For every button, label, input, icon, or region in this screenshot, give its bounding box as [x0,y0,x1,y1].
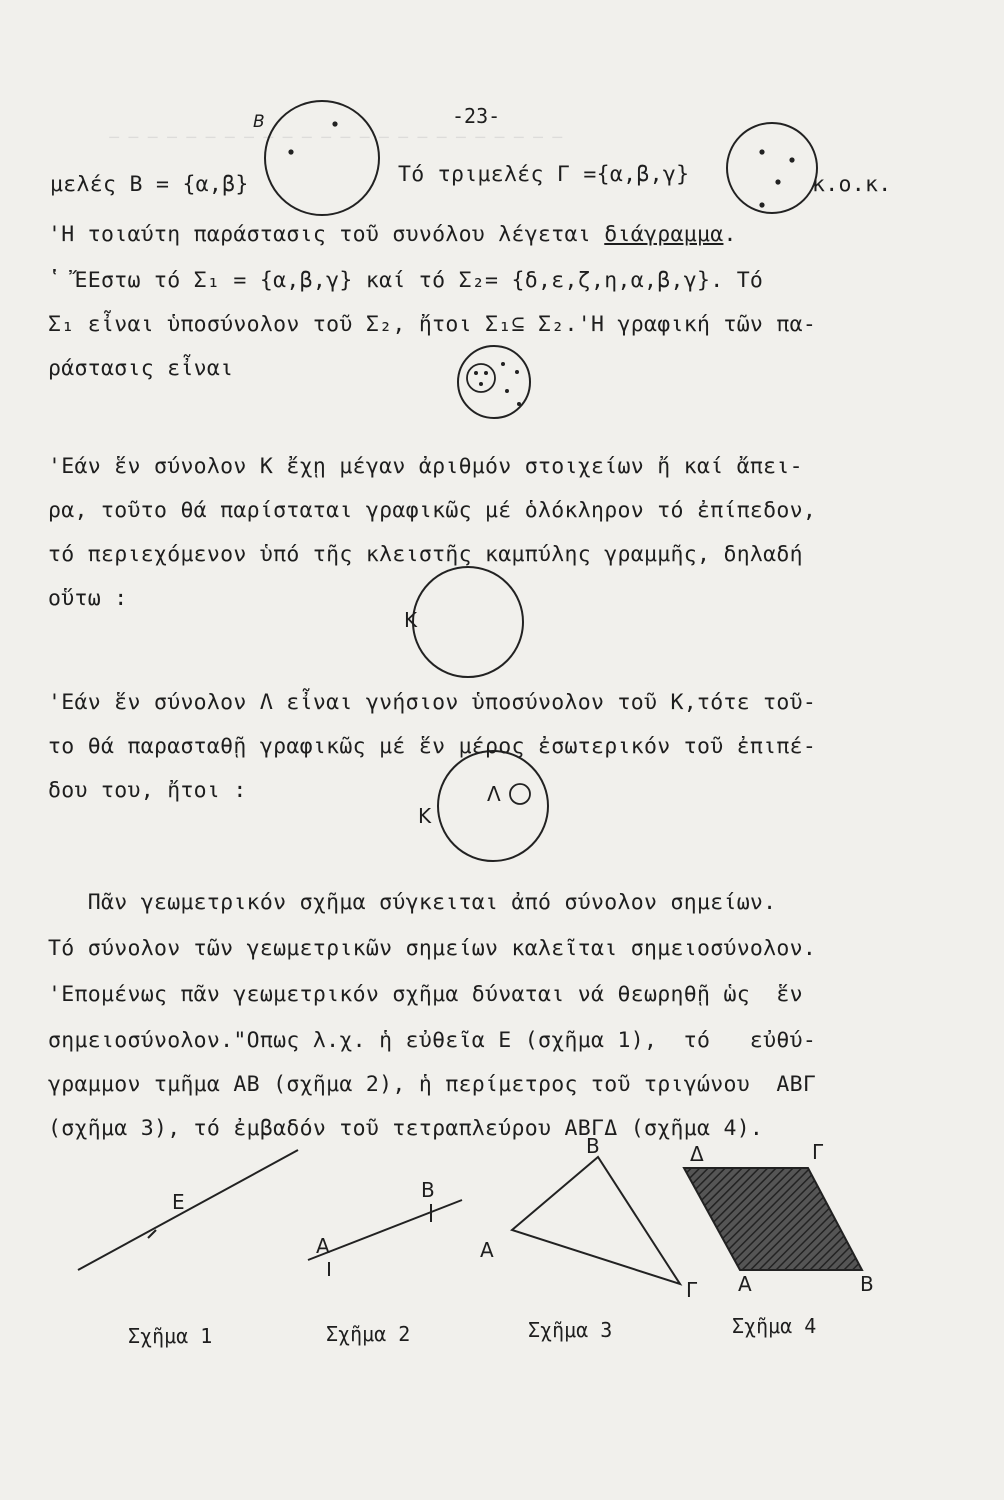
label-set-k2: Κ [418,804,432,828]
element-dot [517,402,521,406]
label-a-fig3: Α [480,1238,494,1262]
set-b-circle [265,101,379,215]
set-lambda-circle [510,784,530,804]
caption-figure-3: Σχῆμα 3 [528,1318,613,1342]
label-set-lambda: Λ [487,782,501,806]
page-number: -23- [452,104,501,128]
element-dot [759,202,764,207]
text-line-9: οὕτω : [48,586,128,611]
set-sigma1-circle [467,364,495,392]
text-line-5: ράστασις εἶναι [48,356,234,381]
label-b-fig4: Β [860,1272,874,1296]
text-line-2-post: . [723,222,737,247]
label-a-fig2: Α [316,1234,330,1258]
text-line-6: 'Εάν ἕν σύνολον Κ ἔχῃ μέγαν ἀριθμόν στοιχείων ἤ καί ἄπει- [48,454,803,479]
label-g-fig4: Γ [812,1140,824,1164]
term-diagram: διάγραμμα [604,222,724,247]
text-line-14: Τό σύνολον τῶν γεωμετρικῶν σημείων καλεῖται σημειοσύνολον. [48,936,817,961]
element-dot [789,157,794,162]
caption-figure-4: Σχῆμα 4 [732,1314,817,1338]
text-line-12: δου του, ἤτοι : [48,778,247,803]
text-line-4: Σ₁ εἶναι ὑποσύνολον τοῦ Σ₂, ἤτοι Σ₁⊆ Σ₂.'Η γραφική τῶν πα- [48,312,817,337]
caption-figure-1: Σχῆμα 1 [128,1324,213,1348]
label-g-fig3: Γ [686,1278,698,1302]
text-line-8: τό περιεχόμενον ὑπό τῆς κλειστῆς καμπύλης γραμμῆς, δηλαδή [48,542,803,567]
line-e [78,1150,298,1270]
element-dot [505,389,509,393]
label-d-fig4: Δ [690,1142,704,1166]
text-line-1a: μελές Β = {α,β} [50,172,249,197]
element-dot [474,371,478,375]
element-dot [484,371,488,375]
element-dot [759,149,764,154]
set-k-circle [413,567,523,677]
label-set-k: Κ [404,608,418,632]
text-line-2-pre: 'Η τοιαύτη παράστασις τοῦ συνόλου λέγεται [48,222,605,247]
quadrilateral-abgd [684,1168,862,1270]
text-line-2 [48,222,737,247]
label-a-fig4: Α [738,1272,752,1296]
text-line-7: ρα, τοῦτο θά παρίσταται γραφικῶς μέ ὁλόκληρον τό ἐπίπεδον, [48,498,817,523]
element-dot [288,149,293,154]
set-k-outer-circle [438,751,548,861]
element-dot [775,179,780,184]
label-b-fig2: Β [421,1178,435,1202]
triangle-abg [512,1157,680,1284]
text-line-17: γραμμον τμῆμα ΑΒ (σχῆμα 2), ἡ περίμετρος τοῦ τριγώνου ΑΒΓ [48,1072,817,1097]
text-line-11: το θά παρασταθῇ γραφικῶς μέ ἕν μέρος ἐσωτερικόν τοῦ ἐπιπέ- [48,734,817,759]
label-b-fig3: Β [586,1134,600,1158]
text-line-13: Πᾶν γεωμετρικόν σχῆμα σύγκειται ἀπό σύνολον σημείων. [48,890,777,915]
set-g-circle [727,123,817,213]
element-dot [515,370,519,374]
caption-figure-2: Σχῆμα 2 [326,1322,411,1346]
element-dot [501,362,505,366]
text-line-1c: κ.ο.κ. [812,172,892,197]
text-line-18: (σχῆμα 3), τό ἐμβαδόν τοῦ τετραπλεύρου ΑΒΓΔ (σχῆμα 4). [48,1116,764,1141]
element-dot [332,121,337,126]
label-set-b: Β [253,112,265,132]
segment-ab [308,1200,462,1260]
text-line-10: 'Εάν ἕν σύνολον Λ εἶναι γνήσιον ὑποσύνολον τοῦ Κ,τότε τοῦ- [48,690,817,715]
bleed-through-text: ─ ─ ─ ─ ─ ─ ─ ─ ─ ─ ─ ─ ─ ─ ─ ─ ─ ─ ─ ─ ─ ─ ─ ─ [90,128,563,147]
text-line-16: σημειοσύνολον."Οπως λ.χ. ἡ εὐθεῖα Ε (σχῆμα 1), τό εὐθύ- [48,1028,817,1053]
text-line-15: 'Επομένως πᾶν γεωμετρικόν σχῆμα δύναται νά θεωρηθῇ ὡς ἕν [48,982,803,1007]
text-line-1b: Τό τριμελές Γ ={α,β,γ} [398,162,690,187]
element-dot [479,382,483,386]
text-line-3: ʽ ἜΕστω τό Σ₁ = {α,β,γ} καί τό Σ₂= {δ,ε,ζ,η,α,β,γ}. Τό [48,268,764,293]
label-e: Ε [172,1190,185,1214]
